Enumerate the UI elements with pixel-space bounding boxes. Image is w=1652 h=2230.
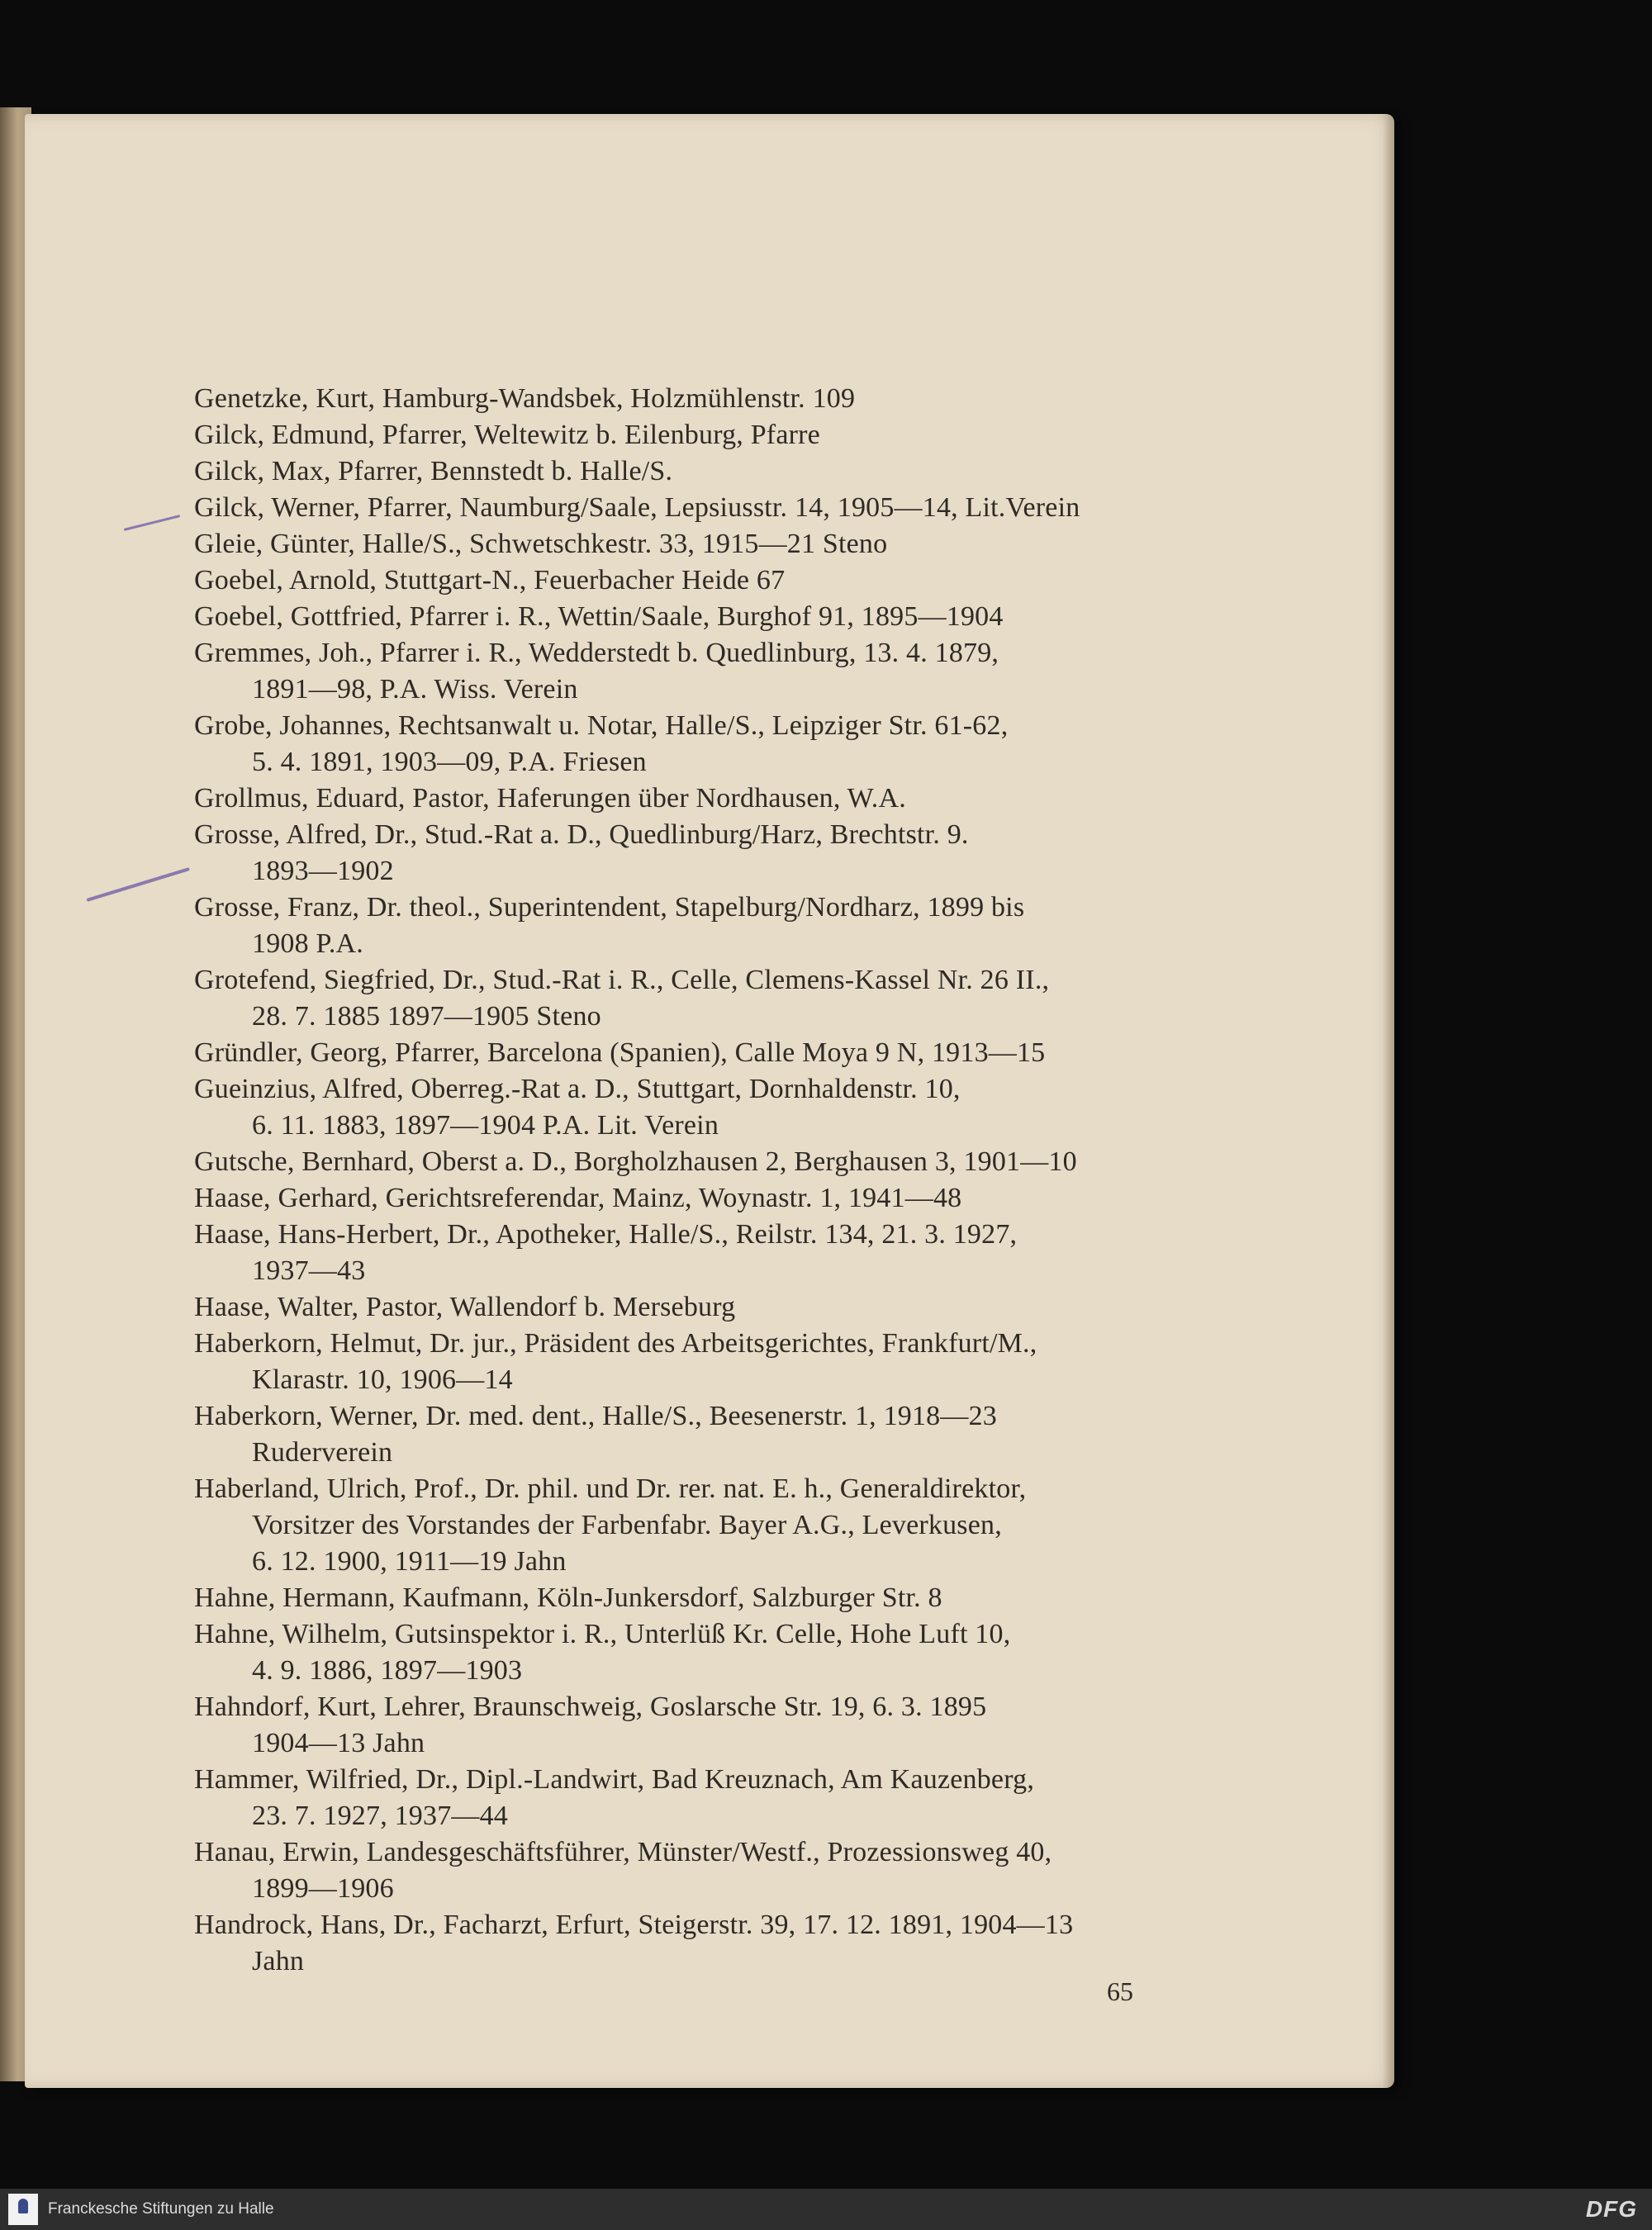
entry-line: Grotefend, Siegfried, Dr., Stud.-Rat i. R., Celle, Clemens-Kassel Nr. 26 II., xyxy=(194,965,1050,995)
entry-line: Haberkorn, Helmut, Dr. jur., Präsident des Arbeitsgerichtes, Frankfurt/M., xyxy=(194,1328,1037,1359)
entry-line: Gutsche, Bernhard, Oberst a. D., Borgholzhausen 2, Berghausen 3, 1901—10 xyxy=(194,1146,1077,1177)
entry-line: Genetzke, Kurt, Hamburg-Wandsbek, Holzmühlenstr. 109 xyxy=(194,383,856,414)
dfg-logo: DFG xyxy=(1585,2196,1637,2222)
entry-continuation: 4. 9. 1886, 1897—1903 xyxy=(252,1655,523,1686)
entry-continuation: Vorsitzer des Vorstandes der Farbenfabr. Bayer A.G., Leverkusen, xyxy=(252,1510,1002,1540)
entry-continuation: 6. 11. 1883, 1897—1904 P.A. Lit. Verein xyxy=(252,1110,719,1141)
entry-continuation: 1908 P.A. xyxy=(252,928,363,959)
entry-continuation: 1893—1902 xyxy=(252,856,394,886)
entry-continuation: 23. 7. 1927, 1937—44 xyxy=(252,1801,508,1831)
book-page xyxy=(25,114,1394,2088)
entry-line: Gueinzius, Alfred, Oberreg.-Rat a. D., Stuttgart, Dornhaldenstr. 10, xyxy=(194,1074,961,1104)
institution-name: Franckesche Stiftungen zu Halle xyxy=(48,2200,274,2218)
entry-line: Hahne, Hermann, Kaufmann, Köln-Junkersdorf, Salzburger Str. 8 xyxy=(194,1582,942,1613)
entry-line: Gremmes, Joh., Pfarrer i. R., Wedderstedt b. Quedlinburg, 13. 4. 1879, xyxy=(194,638,999,668)
entry-line: Goebel, Arnold, Stuttgart-N., Feuerbacher Heide 67 xyxy=(194,565,786,595)
page-number: 65 xyxy=(1107,1976,1133,2006)
entry-line: Gilck, Edmund, Pfarrer, Weltewitz b. Eilenburg, Pfarre xyxy=(194,420,820,450)
entry-line: Grosse, Alfred, Dr., Stud.-Rat a. D., Quedlinburg/Harz, Brechtstr. 9. xyxy=(194,819,969,850)
entry-line: Gleie, Günter, Halle/S., Schwetschkestr. 33, 1915—21 Steno xyxy=(194,529,888,559)
entry-line: Grollmus, Eduard, Pastor, Haferungen über Nordhausen, W.A. xyxy=(194,783,906,814)
pencil-mark xyxy=(86,867,189,902)
entry-continuation: Ruderverein xyxy=(252,1437,393,1468)
entry-continuation: 1937—43 xyxy=(252,1255,366,1286)
entry-line: Gründler, Georg, Pfarrer, Barcelona (Spanien), Calle Moya 9 N, 1913—15 xyxy=(194,1037,1046,1068)
entry-continuation: Klarastr. 10, 1906—14 xyxy=(252,1364,513,1395)
logo-mark-icon xyxy=(18,2199,28,2213)
entry-line: Gilck, Werner, Pfarrer, Naumburg/Saale, Lepsiusstr. 14, 1905—14, Lit.Verein xyxy=(194,492,1080,523)
entry-line: Grosse, Franz, Dr. theol., Superintendent, Stapelburg/Nordharz, 1899 bis xyxy=(194,892,1025,923)
entry-continuation: 28. 7. 1885 1897—1905 Steno xyxy=(252,1001,601,1032)
entry-line: Haberkorn, Werner, Dr. med. dent., Halle/S., Beesenerstr. 1, 1918—23 xyxy=(194,1401,997,1431)
entry-continuation: 5. 4. 1891, 1903—09, P.A. Friesen xyxy=(252,747,647,777)
entry-line: Hanau, Erwin, Landesgeschäftsführer, Münster/Westf., Prozessionsweg 40, xyxy=(194,1837,1052,1867)
viewer-footer xyxy=(0,2189,1652,2230)
entry-line: Haberland, Ulrich, Prof., Dr. phil. und Dr. rer. nat. E. h., Generaldirektor, xyxy=(194,1473,1027,1504)
entry-line: Hahne, Wilhelm, Gutsinspektor i. R., Unterlüß Kr. Celle, Hohe Luft 10, xyxy=(194,1619,1011,1649)
entry-continuation: 1899—1906 xyxy=(252,1873,394,1904)
entry-line: Haase, Hans-Herbert, Dr., Apotheker, Halle/S., Reilstr. 134, 21. 3. 1927, xyxy=(194,1219,1018,1250)
entry-line: Grobe, Johannes, Rechtsanwalt u. Notar, Halle/S., Leipziger Str. 61-62, xyxy=(194,710,1009,741)
entry-continuation: Jahn xyxy=(252,1946,305,1976)
directory-text xyxy=(194,381,1210,1980)
institution-logo-icon xyxy=(8,2194,38,2225)
entry-continuation: 1891—98, P.A. Wiss. Verein xyxy=(252,674,578,705)
entry-line: Hammer, Wilfried, Dr., Dipl.-Landwirt, Bad Kreuznach, Am Kauzenberg, xyxy=(194,1764,1035,1795)
entry-continuation: 6. 12. 1900, 1911—19 Jahn xyxy=(252,1546,567,1577)
entry-continuation: 1904—13 Jahn xyxy=(252,1728,425,1758)
entry-line: Haase, Walter, Pastor, Wallendorf b. Merseburg xyxy=(194,1292,736,1322)
entry-line: Handrock, Hans, Dr., Facharzt, Erfurt, Steigerstr. 39, 17. 12. 1891, 1904—13 xyxy=(194,1910,1074,1940)
entry-line: Haase, Gerhard, Gerichtsreferendar, Mainz, Woynastr. 1, 1941—48 xyxy=(194,1183,962,1213)
entry-line: Gilck, Max, Pfarrer, Bennstedt b. Halle/S. xyxy=(194,456,673,486)
pencil-mark xyxy=(124,515,181,531)
entry-line: Hahndorf, Kurt, Lehrer, Braunschweig, Goslarsche Str. 19, 6. 3. 1895 xyxy=(194,1691,987,1722)
entry-line: Goebel, Gottfried, Pfarrer i. R., Wettin/Saale, Burghof 91, 1895—1904 xyxy=(194,601,1004,632)
